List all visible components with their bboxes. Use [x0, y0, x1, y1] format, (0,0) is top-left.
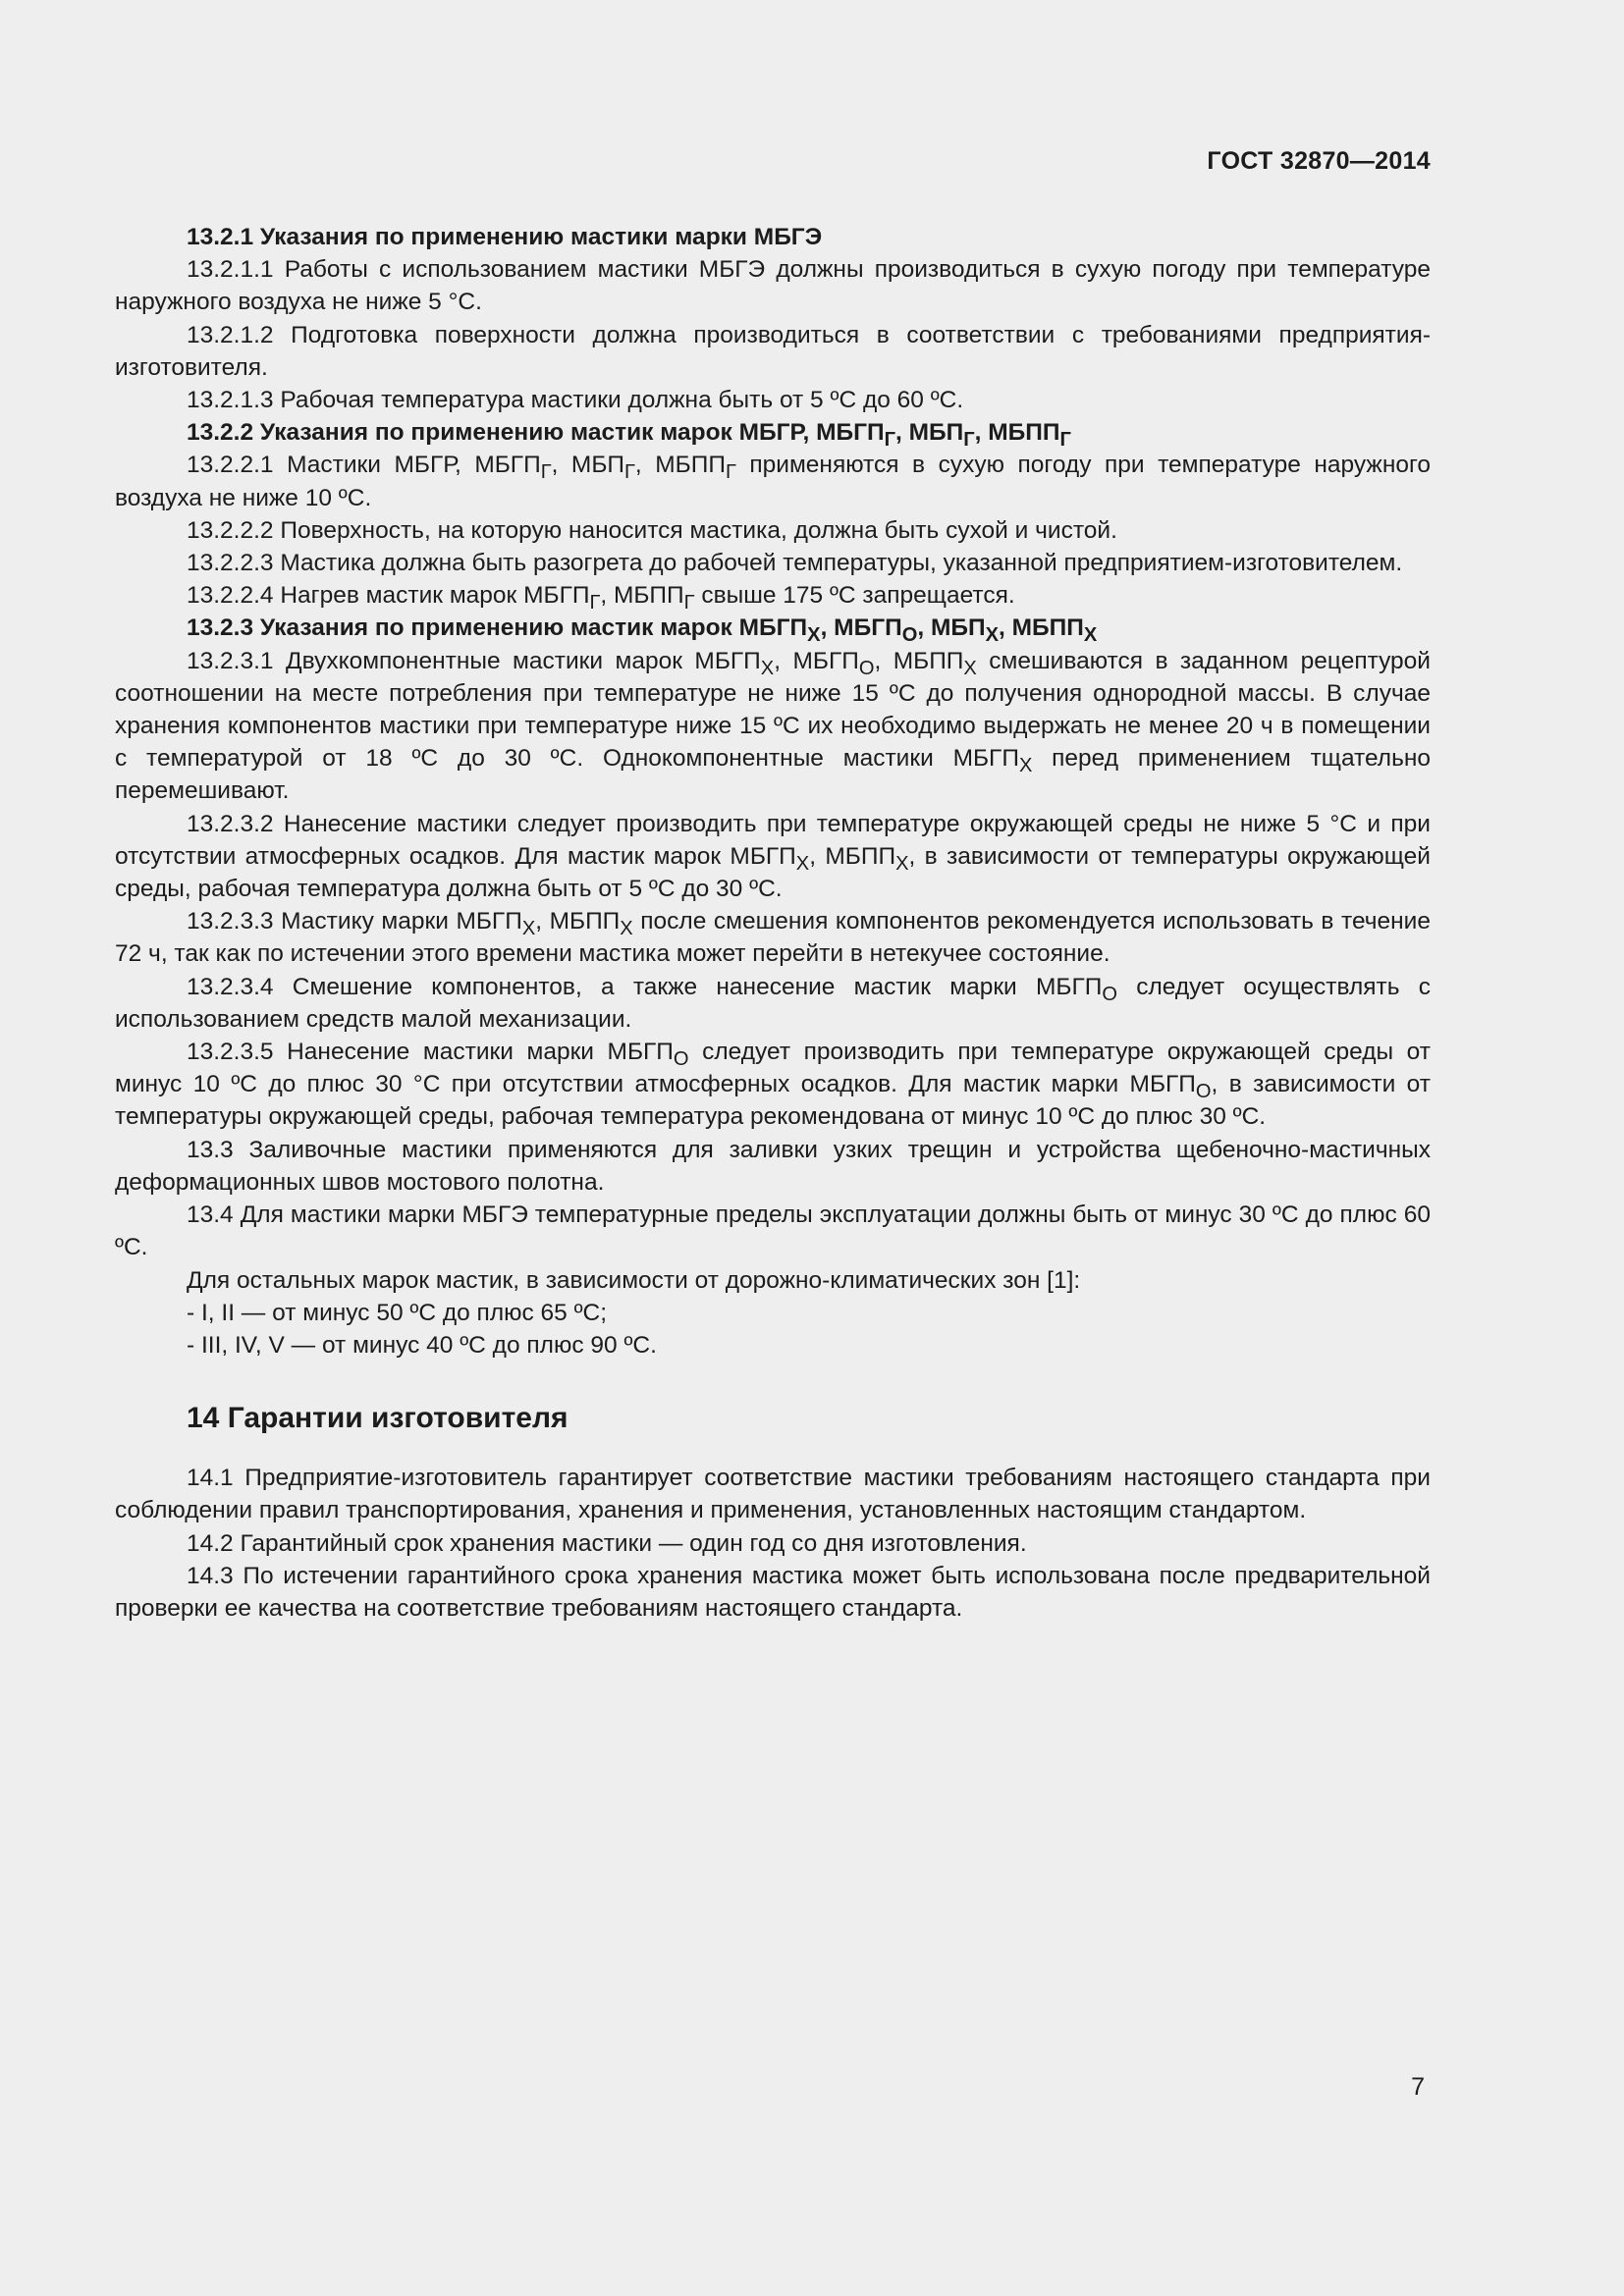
- paragraph-13-2-1-3: 13.2.1.3 Рабочая температура мастики должна быть от 5 ºС до 60 ºС.: [187, 387, 964, 414]
- paragraph-13-2-2-3: 13.2.2.3 Мастика должна быть разогрета до рабочей температуры, указанной предприятием-изготовителем.: [187, 550, 1403, 577]
- list-item-zones-3-5: - III, IV, V — от минус 40 ºС до плюс 90 ºС.: [187, 1331, 657, 1359]
- paragraph-13-3: 13.3 Заливочные мастики применяются для заливки узких трещин и устройства щебеночно-мастичных деформационных швов мостового полотна.: [115, 1136, 1431, 1196]
- paragraph-13-2-3-1: 13.2.3.1 Двухкомпонентные мастики марок $МБГП_Х$, $МБГП_О$, $МБПП_Х$ смешиваются в заданном рецептурой соотношении на месте потребления при температуре не ниже 15 ºС до получения однородной массы. В случае хранения компонентов мастики при температуре ниже 15 ºС их необходимо выдержать не менее 20 ч в помещении с температурой от 18 ºС до 30 ºС. Однокомпонентные мастики $МБГП_Х$ перед применением тщательно перемешивают.: [115, 647, 1432, 805]
- paragraph-14-3: 14.3 По истечении гарантийного срока хранения мастика может быть использована после предварительной проверки ее качества на соответствие требованиям настоящего стандарта.: [115, 1562, 1431, 1622]
- document-header: ГОСТ 32870—2014: [1207, 147, 1431, 175]
- section-heading-14: 14 Гарантии изготовителя: [187, 1402, 568, 1435]
- paragraph-14-2: 14.2 Гарантийный срок хранения мастики — один год со дня изготовления.: [187, 1529, 1027, 1557]
- paragraph-13-2-1-2: 13.2.1.2 Подготовка поверхности должна производиться в соответствии с требованиями предприятия-изготовителя.: [115, 321, 1431, 381]
- subsection-heading-13-2-2: 13.2.2 Указания по применению мастик марок МБГР, $МБГП_Г$, $МБП_Г$, $МБПП_Г$: [187, 419, 1071, 452]
- subsection-heading-13-2-1: 13.2.1 Указания по применению мастики марки МБГЭ: [187, 224, 823, 250]
- paragraph-13-2-3-3: 13.2.3.3 Мастику марки $МБГП_Х$, $МБПП_Х$ после смешения компонентов рекомендуется использовать в течение 72 ч, так как по истечении этого времени мастика может перейти в нетекучее состояние.: [115, 908, 1431, 968]
- paragraph-13-2-2-1: 13.2.2.1 Мастики МБГР, $МБГП_Г$, $МБП_Г$, $МБПП_Г$ применяются в сухую погоду при температуре наружного воздуха не ниже 10 ºС.: [115, 452, 1431, 511]
- subsection-heading-13-2-3: 13.2.3 Указания по применению мастик марок $МБГП_Х$, $МБГП_О$, $МБП_Х$, $МБПП_Х$: [187, 614, 1098, 647]
- paragraph-13-2-3-4: 13.2.3.4 Смешение компонентов, а также нанесение мастик марки $МБГП_О$ следует осуществлять с использованием средств малой механизации.: [115, 973, 1431, 1033]
- paragraph-13-2-3-5: 13.2.3.5 Нанесение мастики марки $МБГП_О$ следует производить при температуре окружающей среды от минус 10 ºС до плюс 30 °С при отсутствии атмосферных осадков. Для мастик марки $МБГП_О$, в зависимости от температуры окружающей среды, рабочая температура рекомендована от минус 10 ºС до плюс 30 ºС.: [115, 1039, 1431, 1131]
- document-body: [115, 221, 1431, 1625]
- paragraph-14-1: 14.1 Предприятие-изготовитель гарантирует соответствие мастики требованиям настоящего стандарта при соблюдении правил транспортирования, хранения и применения, установленных настоящим стандартом.: [115, 1465, 1431, 1524]
- paragraph-climate-zones-intro: Для остальных марок мастик, в зависимости от дорожно-климатических зон [1]:: [187, 1266, 1081, 1294]
- paragraph-13-2-3-2: 13.2.3.2 Нанесение мастики следует производить при температуре окружающей среды не ниже 5 °С и при отсутствии атмосферных осадков. Для мастик марок $МБГП_Х$, $МБПП_Х$, в зависимости от температуры окружающей среды, рабочая температура должна быть от 5 ºС до 30 ºС.: [115, 810, 1431, 903]
- paragraph-13-2-2-4: 13.2.2.4 Нагрев мастик марок $МБГП_Г$, $МБПП_Г$ свыше 175 ºС запрещается.: [187, 582, 1015, 614]
- paragraph-13-4: 13.4 Для мастики марки МБГЭ температурные пределы эксплуатации должны быть от минус 30 ºС до плюс 60 ºС.: [115, 1201, 1431, 1261]
- paragraph-13-2-2-2: 13.2.2.2 Поверхность, на которую наносится мастика, должна быть сухой и чистой.: [187, 516, 1117, 544]
- list-item-zones-1-2: - I, II — от минус 50 ºС до плюс 65 ºС;: [187, 1299, 608, 1326]
- page-number: 7: [1411, 2073, 1425, 2101]
- paragraph-13-2-1-1: 13.2.1.1 Работы с использованием мастики МБГЭ должны производиться в сухую погоду при температуре наружного воздуха не ниже 5 °С.: [115, 256, 1431, 316]
